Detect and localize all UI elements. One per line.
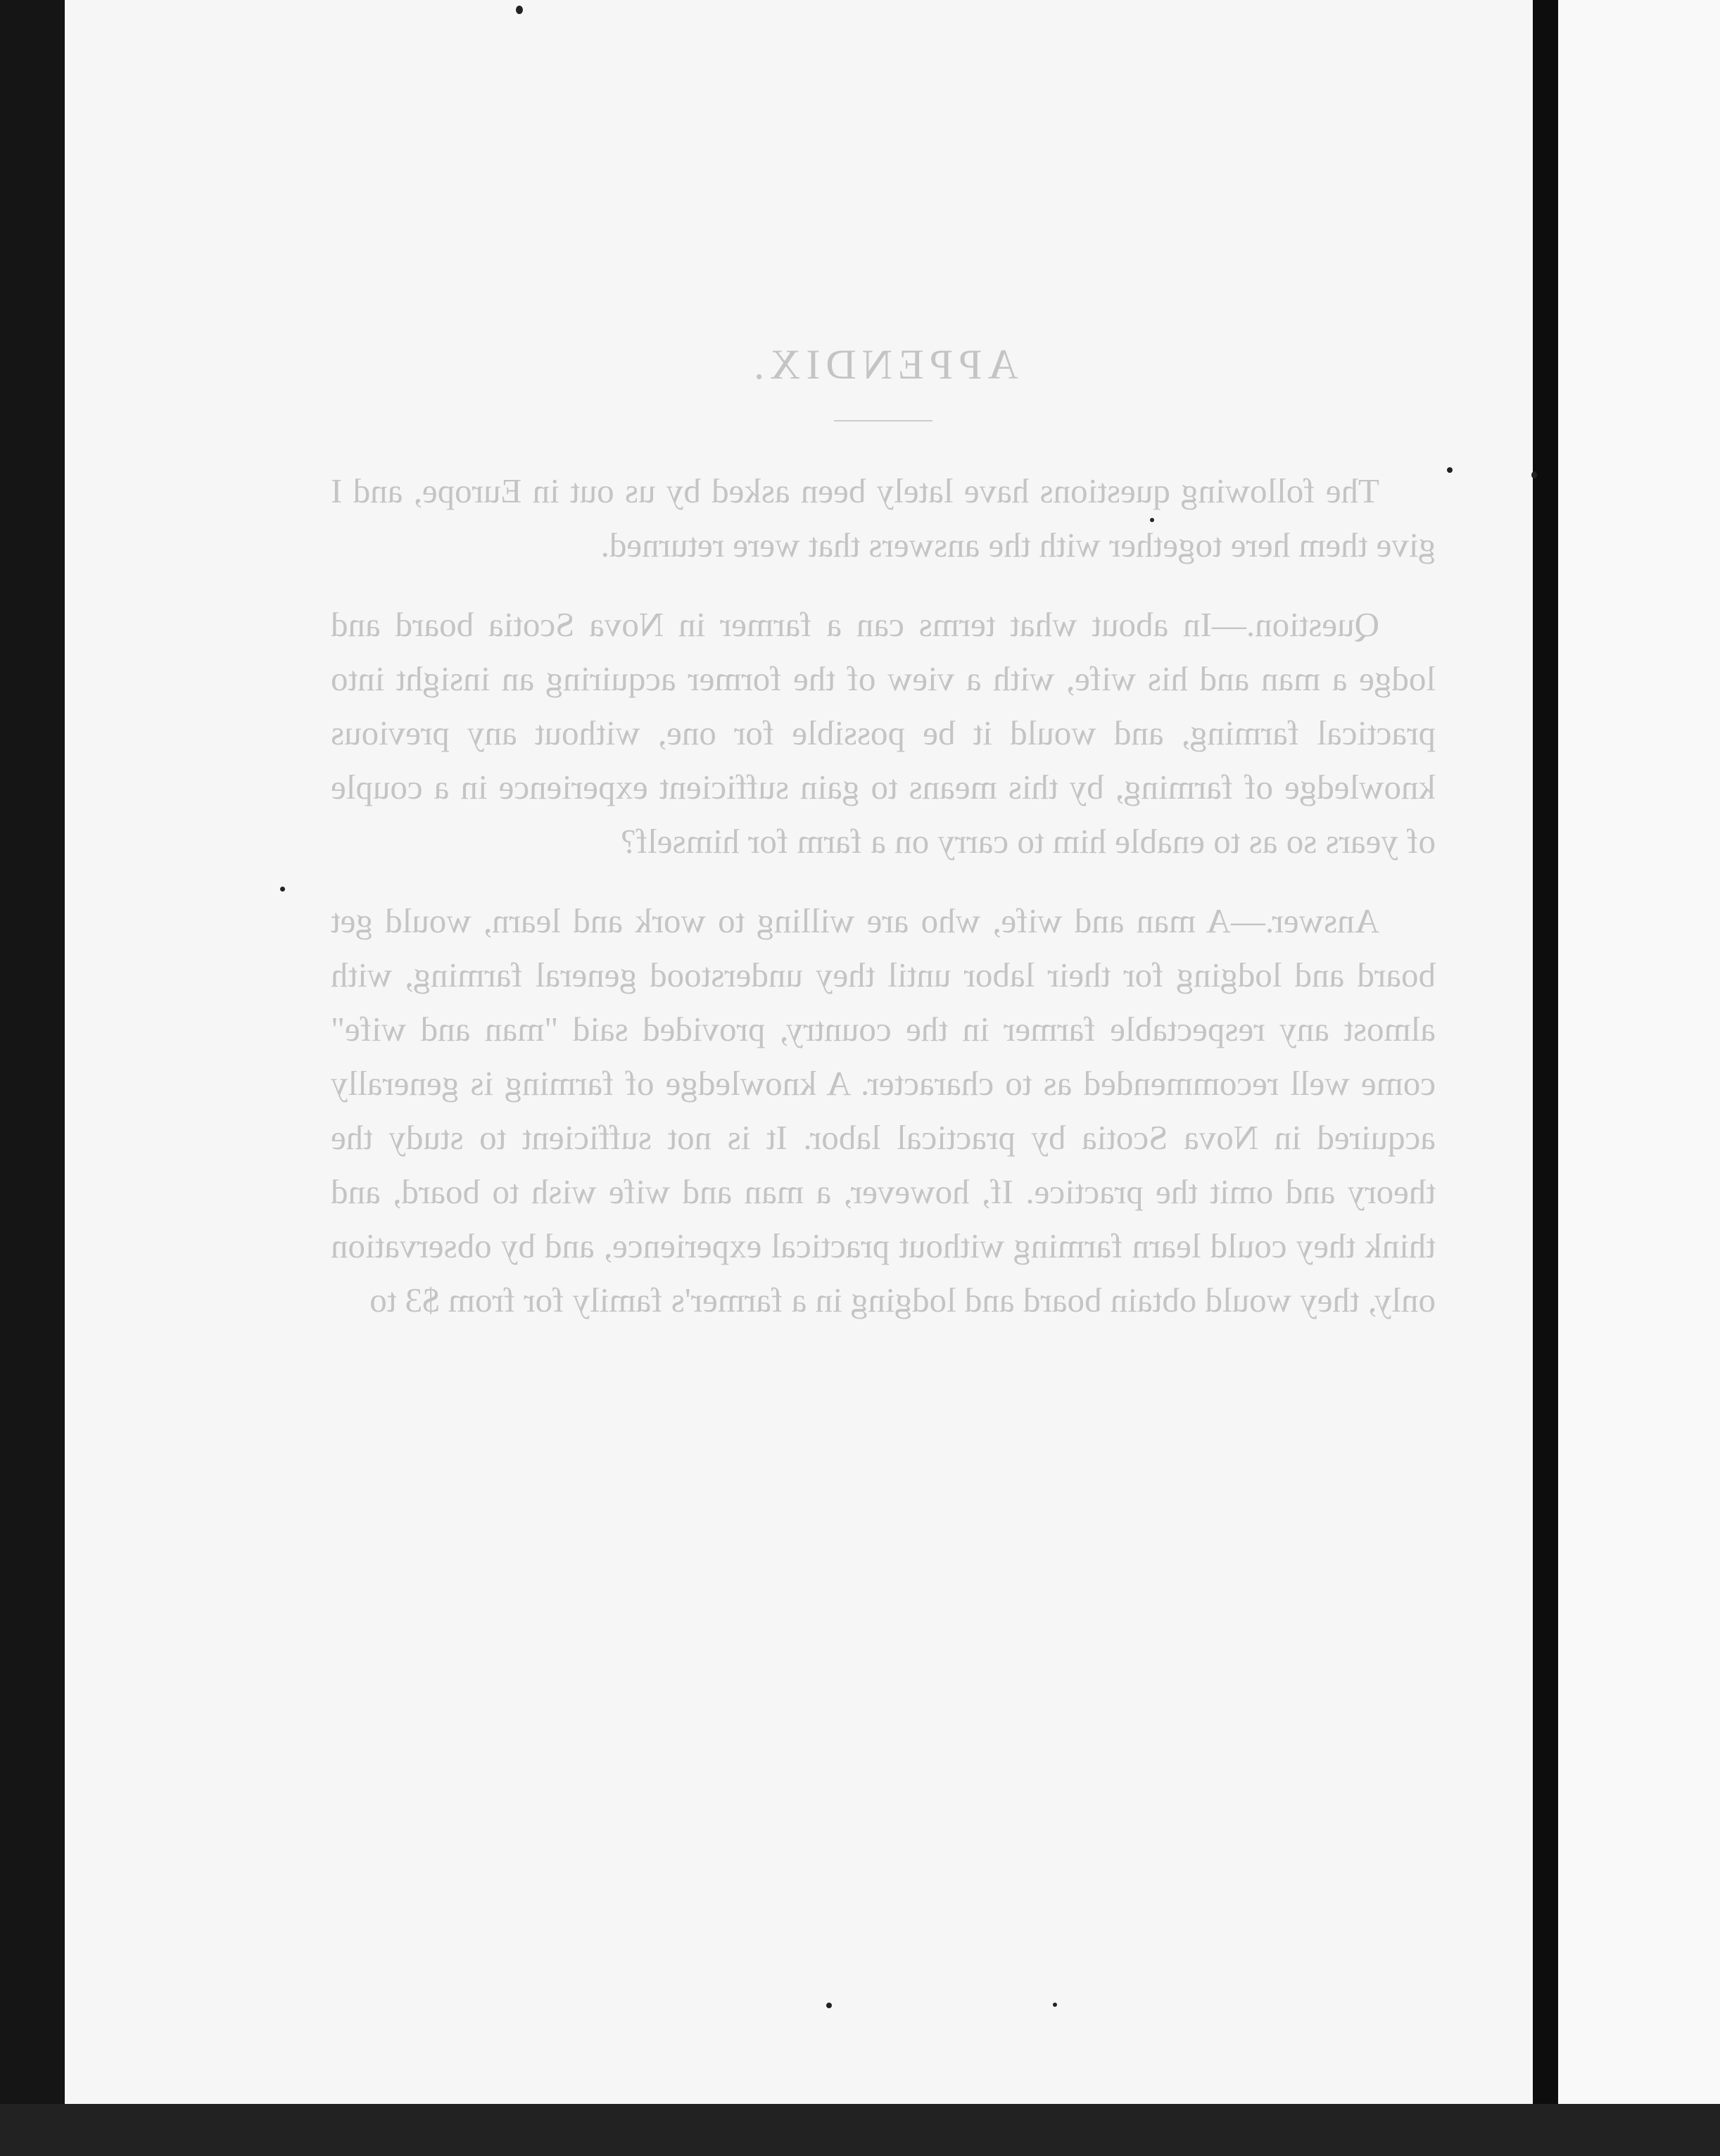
dust-speck (1531, 471, 1537, 478)
heading-rule (834, 420, 932, 421)
right-page (1558, 0, 1720, 2111)
show-through-text (331, 338, 1436, 1352)
answer-paragraph: Answer.—A man and wife, who are willing to work and learn, would get board and lodging for their labor until they understood general farming, with almost any respectable farmer in the country, provided said "man and wife" come well recommended as to character. A knowledge of farming is generally acquired in Nova Scotia by practical labor. It is not sufficient to study the theory and omit the practice. If, however, a man and wife wish to board, and think they could learn farming without practical experience, and by observation only, they would obtain board and lodging in a farmer's family for from $3 to (331, 901, 1436, 1319)
dust-speck (826, 2003, 832, 2008)
question-paragraph: Question.—In about what terms can a farmer in Nova Scotia board and lodge a man and his wife, with a view of the former acquiring an insight into practical farming, and would it be possible for one, without any previous knowledge of farming, by this means to gain sufficient experience in a couple of years so as to enable him to carry on a farm for himself? (331, 605, 1436, 861)
dust-speck (1447, 467, 1453, 473)
dust-speck (1150, 518, 1154, 522)
dust-speck (280, 887, 285, 892)
dust-speck (516, 6, 523, 14)
intro-paragraph: The following questions have lately been asked by us out in Europe, and I give them here together with the answers that were returned. (331, 471, 1436, 564)
dust-speck (1053, 2003, 1057, 2007)
appendix-heading: APPENDIX. (748, 341, 1018, 388)
book-gutter (1533, 0, 1558, 2156)
scan-bottom-edge (0, 2104, 1720, 2156)
